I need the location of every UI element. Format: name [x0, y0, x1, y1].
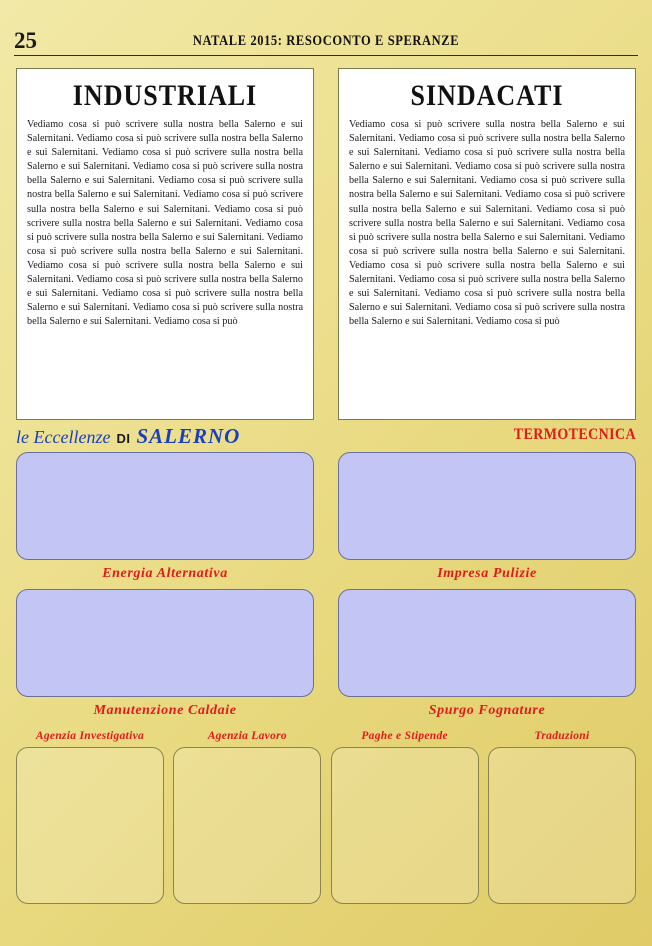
ad-placeholder-box[interactable]: [338, 452, 636, 560]
banner-le-eccellenze: le Eccellenze: [16, 427, 111, 447]
ad-cell-agenzia-investigativa: [16, 730, 164, 904]
article-sindacati: [338, 68, 636, 420]
ad-caption: Traduzioni: [534, 730, 590, 742]
ad-cell-manutenzione-caldaie: [16, 589, 314, 726]
page-number: 25: [14, 28, 37, 53]
ad-caption: Agenzia Lavoro: [207, 730, 287, 742]
ad-placeholder-box[interactable]: [16, 747, 164, 904]
ad-caption: Impresa Pulizie: [437, 566, 537, 581]
article-title: INDUSTRIALI: [72, 79, 258, 112]
article-title: SINDACATI: [410, 79, 564, 112]
ad-placeholder-box[interactable]: [16, 452, 314, 560]
ad-cell-agenzia-lavoro: [173, 730, 321, 904]
ads-row-1: [16, 452, 636, 589]
ad-placeholder-box[interactable]: [331, 747, 479, 904]
ads-small-grid: [16, 730, 636, 904]
ads-big-grid: [16, 452, 636, 726]
eccellenze-banner: [16, 424, 636, 448]
article-body: Vediamo cosa si può scrivere sulla nostra bella Salerno e sui Salernitani. Vediamo cosa si può scrivere sulla nostra bella Salerno e sui Salernitani. Vediamo cosa si può scrivere sulla nostra bella Salerno e sui Salernitani. Vediamo cosa si può scrivere sulla nostra bella Salerno e sui Salernitani. Vediamo cosa si può scrivere sulla nostra bella Salerno e sui Salernitani. Vediamo cosa si può scrivere sulla nostra bella Salerno e sui Salernitani. Vediamo cosa si può scrivere sulla nostra bella Salerno e sui Salernitani. Vediamo cosa si può scrivere sulla nostra bella Salerno e sui Salernitani. Vediamo cosa si può scrivere sulla nostra bella Salerno e sui Salernitani. Vediamo cosa si può scrivere sulla nostra bella Salerno e sui Salernitani. Vediamo cosa si può scrivere sulla nostra bella Salerno e sui Salernitani. Vediamo cosa si può scrivere sulla nostra bella Salerno e sui Salernitani. Vediamo cosa si può scrivere sulla nostra bella Salerno e sui Salernitani. Vediamo cosa si può: [27, 119, 303, 328]
ad-placeholder-box[interactable]: [173, 747, 321, 904]
article-body: Vediamo cosa si può scrivere sulla nostra bella Salerno e sui Salernitani. Vediamo cosa si può scrivere sulla nostra bella Salerno e sui Salernitani. Vediamo cosa si può scrivere sulla nostra bella Salerno e sui Salernitani. Vediamo cosa si può scrivere sulla nostra bella Salerno e sui Salernitani. Vediamo cosa si può scrivere sulla nostra bella Salerno e sui Salernitani. Vediamo cosa si può scrivere sulla nostra bella Salerno e sui Salernitani. Vediamo cosa si può scrivere sulla nostra bella Salerno e sui Salernitani. Vediamo cosa si può scrivere sulla nostra bella Salerno e sui Salernitani. Vediamo cosa si può scrivere sulla nostra bella Salerno e sui Salernitani. Vediamo cosa si può scrivere sulla nostra bella Salerno e sui Salernitani. Vediamo cosa si può scrivere sulla nostra bella Salerno e sui Salernitani. Vediamo cosa si può scrivere sulla nostra bella Salerno e sui Salernitani. Vediamo cosa si può scrivere sulla nostra bella Salerno e sui Salernitani. Vediamo cosa si può: [349, 119, 625, 328]
article-industriali: [16, 68, 314, 420]
banner-termotecnica-label: TERMOTECNICA: [513, 427, 636, 444]
ad-caption: Paghe e Stipende: [361, 730, 448, 742]
ad-placeholder-box[interactable]: [338, 589, 636, 697]
page-header: [0, 0, 652, 56]
ad-caption: Manutenzione Caldaie: [93, 703, 237, 718]
banner-salerno: SALERNO: [136, 424, 241, 448]
ad-caption: Energia Alternativa: [102, 566, 228, 581]
ad-placeholder-box[interactable]: [16, 589, 314, 697]
ad-cell-paghe-e-stipende: [331, 730, 479, 904]
ad-caption: Spurgo Fognature: [428, 703, 546, 718]
ad-cell-energia-alternativa: [16, 452, 314, 589]
page-title: NATALE 2015: RESOCONTO E SPERANZE: [192, 32, 460, 49]
ad-caption: Agenzia Investigativa: [35, 730, 145, 742]
articles-section: [16, 68, 636, 420]
ad-cell-impresa-pulizie: [338, 452, 636, 589]
ads-row-2: [16, 589, 636, 726]
ad-cell-spurgo-fognature: [338, 589, 636, 726]
ad-cell-traduzioni: [488, 730, 636, 904]
banner-left-group: [16, 424, 240, 449]
banner-di: DI: [116, 431, 131, 446]
header-divider: [14, 55, 638, 56]
ad-placeholder-box[interactable]: [488, 747, 636, 904]
